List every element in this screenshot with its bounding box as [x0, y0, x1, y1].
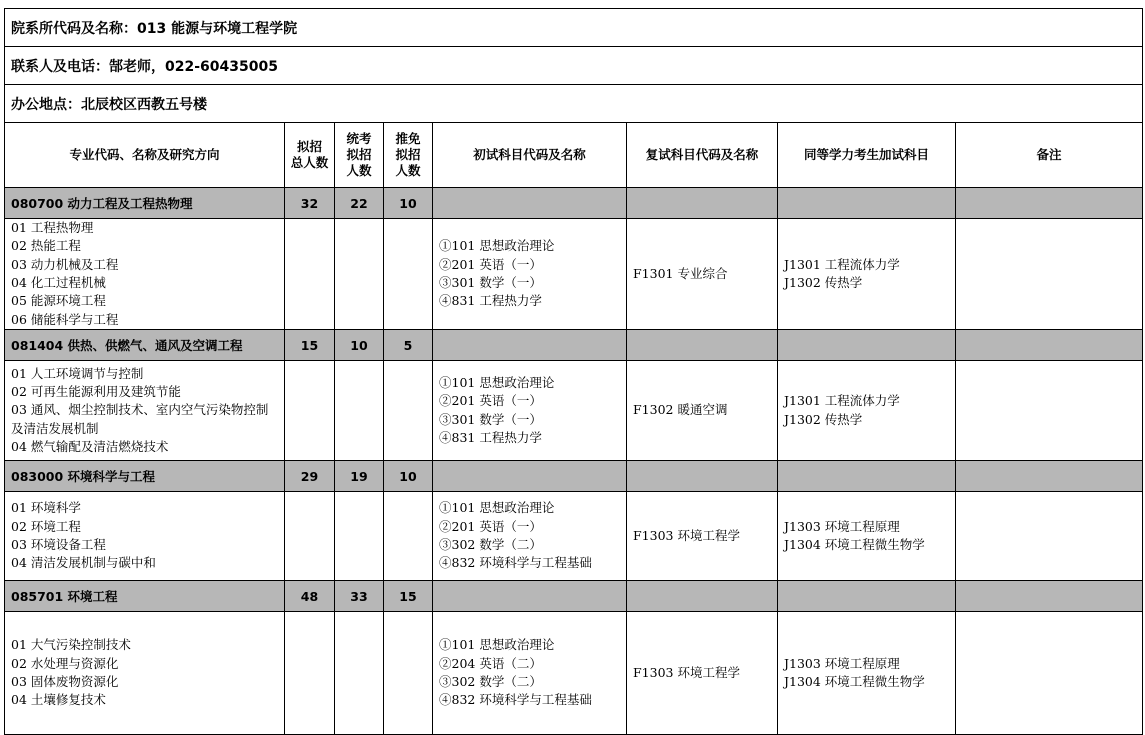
prelim-subjects-item: ③301 数学（一）: [439, 275, 542, 290]
table-header: [5, 123, 1143, 188]
prelim-subjects-item: ③301 数学（一）: [439, 411, 542, 427]
detail-row: [5, 219, 1143, 330]
major-row: [5, 188, 1143, 219]
major-empty-cell: [433, 461, 627, 492]
major-exempt: 10: [384, 188, 433, 219]
extra-subjects: [778, 219, 956, 330]
research-directions-item: 02 环境工程: [11, 518, 81, 534]
prelim-subjects: [433, 219, 627, 330]
detail-total-cell: [285, 219, 335, 330]
prelim-subjects-item: ①101 思想政治理论: [439, 637, 555, 653]
extra-subjects: [778, 612, 956, 735]
research-directions: [5, 612, 285, 735]
header-total-line: 拟招: [296, 139, 322, 154]
major-empty-cell: [778, 330, 956, 361]
detail-total-cell: [285, 492, 335, 581]
prelim-subjects-item: ②201 英语（一）: [439, 518, 542, 534]
header-total: [285, 123, 335, 188]
major-exempt: 10: [384, 461, 433, 492]
detail-exam-cell: [335, 361, 384, 461]
prelim-subjects-item: ①101 思想政治理论: [439, 500, 555, 516]
prelim-subjects-item: ④831 工程热力学: [439, 293, 542, 309]
prelim-subjects-item: ④832 环境科学与工程基础: [439, 555, 592, 571]
major-exam: 33: [335, 581, 384, 612]
research-directions: [5, 219, 285, 330]
header-exempt: [384, 123, 433, 188]
header-exam-line: 拟招: [346, 147, 372, 162]
department-info: 院系所代码及名称：013 能源与环境工程学院: [5, 9, 1143, 47]
research-directions-item: 01 工程热物理: [11, 220, 94, 236]
detail-exempt-cell: [384, 612, 433, 735]
research-directions-item: 03 通风、烟尘控制技术、室内空气污染物控制及清洁发展机制: [11, 402, 269, 436]
major-exempt: 15: [384, 581, 433, 612]
header-exam-line: 人数: [346, 163, 372, 178]
major-total: 29: [285, 461, 335, 492]
prelim-subjects-item: ④832 环境科学与工程基础: [439, 692, 592, 708]
major-empty-cell: [433, 581, 627, 612]
major-total: 32: [285, 188, 335, 219]
major-row: [5, 581, 1143, 612]
prelim-subjects: [433, 361, 627, 461]
header-total-line: 总人数: [290, 155, 329, 170]
major-empty-cell: [956, 330, 1143, 361]
header-major: 专业代码、名称及研究方向: [5, 123, 285, 188]
research-directions-item: 03 环境设备工程: [11, 537, 106, 552]
contact-info: 联系人及电话：郜老师，022-60435005: [5, 47, 1143, 85]
major-empty-cell: [627, 188, 778, 219]
detail-exam-cell: [335, 612, 384, 735]
research-directions: [5, 492, 285, 581]
extra-subjects-item: J1302 传热学: [784, 275, 863, 290]
major-empty-cell: [778, 581, 956, 612]
major-empty-cell: [433, 330, 627, 361]
research-directions-item: 03 动力机械及工程: [11, 256, 119, 272]
major-name: 080700 动力工程及工程热物理: [5, 188, 285, 219]
prelim-subjects-item: ②201 英语（一）: [439, 393, 542, 409]
prelim-subjects-item: ②204 英语（二）: [439, 655, 542, 671]
prelim-subjects: [433, 612, 627, 735]
extra-subjects-item: J1301 工程流体力学: [784, 256, 900, 272]
research-directions-item: 06 储能科学与工程: [11, 311, 119, 327]
detail-exempt-cell: [384, 219, 433, 330]
extra-subjects-item: J1301 工程流体力学: [784, 393, 900, 409]
prelim-subjects-item: ①101 思想政治理论: [439, 238, 555, 254]
header-exempt-line: 拟招: [395, 147, 421, 162]
header-extra: 同等学力考生加试科目: [778, 123, 956, 188]
extra-subjects-item: J1302 传热学: [784, 411, 863, 427]
detail-total-cell: [285, 361, 335, 461]
research-directions-item: 02 水处理与资源化: [11, 655, 119, 671]
research-directions-item: 04 化工过程机械: [11, 275, 106, 290]
notes-cell: [956, 492, 1143, 581]
detail-exempt-cell: [384, 361, 433, 461]
research-directions-item: 04 清洁发展机制与碳中和: [11, 555, 156, 571]
research-directions-item: 02 热能工程: [11, 238, 81, 254]
major-total: 48: [285, 581, 335, 612]
major-empty-cell: [956, 461, 1143, 492]
notes-cell: [956, 612, 1143, 735]
research-directions-item: 04 燃气输配及清洁燃烧技术: [11, 438, 169, 454]
detail-exam-cell: [335, 219, 384, 330]
major-name: 081404 供热、供燃气、通风及空调工程: [5, 330, 285, 361]
extra-subjects: [778, 361, 956, 461]
prelim-subjects-item: ④831 工程热力学: [439, 429, 542, 445]
header-exempt-line: 人数: [395, 163, 421, 178]
major-empty-cell: [627, 330, 778, 361]
major-exam: 10: [335, 330, 384, 361]
major-name: 085701 环境工程: [5, 581, 285, 612]
office-info: 办公地点：北辰校区西教五号楼: [5, 85, 1143, 123]
extra-subjects: [778, 492, 956, 581]
detail-row: [5, 492, 1143, 581]
extra-subjects-item: J1304 环境工程微生物学: [784, 537, 925, 552]
header-prelim: 初试科目代码及名称: [433, 123, 627, 188]
major-total: 15: [285, 330, 335, 361]
notes-cell: [956, 219, 1143, 330]
major-row: [5, 461, 1143, 492]
major-empty-cell: [956, 188, 1143, 219]
major-empty-cell: [778, 461, 956, 492]
header-retest: 复试科目代码及名称: [627, 123, 778, 188]
extra-subjects-item: J1303 环境工程原理: [784, 655, 900, 671]
prelim-subjects-item: ②201 英语（一）: [439, 256, 542, 272]
prelim-subjects-item: ③302 数学（二）: [439, 674, 542, 689]
extra-subjects-item: J1304 环境工程微生物学: [784, 674, 925, 689]
header-notes: 备注: [956, 123, 1143, 188]
research-directions-item: 01 人工环境调节与控制: [11, 365, 144, 381]
major-exam: 19: [335, 461, 384, 492]
detail-row: [5, 361, 1143, 461]
research-directions-item: 02 可再生能源利用及建筑节能: [11, 384, 181, 400]
major-row: [5, 330, 1143, 361]
retest-subject: F1303 环境工程学: [627, 492, 778, 581]
detail-exempt-cell: [384, 492, 433, 581]
prelim-subjects-item: ①101 思想政治理论: [439, 374, 555, 390]
detail-total-cell: [285, 612, 335, 735]
prelim-subjects-item: ③302 数学（二）: [439, 537, 542, 552]
header-exempt-line: 推免: [395, 131, 421, 146]
retest-subject: F1301 专业综合: [627, 219, 778, 330]
research-directions-item: 04 土壤修复技术: [11, 692, 106, 708]
major-empty-cell: [627, 581, 778, 612]
major-empty-cell: [956, 581, 1143, 612]
major-exempt: 5: [384, 330, 433, 361]
notes-cell: [956, 361, 1143, 461]
header-exam-line: 统考: [346, 131, 372, 146]
research-directions-item: 03 固体废物资源化: [11, 674, 119, 689]
detail-exam-cell: [335, 492, 384, 581]
major-empty-cell: [627, 461, 778, 492]
extra-subjects-item: J1303 环境工程原理: [784, 518, 900, 534]
prelim-subjects: [433, 492, 627, 581]
detail-row: [5, 612, 1143, 735]
research-directions: [5, 361, 285, 461]
header-exam: [335, 123, 384, 188]
research-directions-item: 01 大气污染控制技术: [11, 637, 131, 653]
admissions-table: [4, 8, 1143, 735]
research-directions-item: 05 能源环境工程: [11, 293, 106, 309]
research-directions-item: 01 环境科学: [11, 500, 81, 516]
major-empty-cell: [778, 188, 956, 219]
major-empty-cell: [433, 188, 627, 219]
major-exam: 22: [335, 188, 384, 219]
retest-subject: F1303 环境工程学: [627, 612, 778, 735]
retest-subject: F1302 暖通空调: [627, 361, 778, 461]
major-name: 083000 环境科学与工程: [5, 461, 285, 492]
